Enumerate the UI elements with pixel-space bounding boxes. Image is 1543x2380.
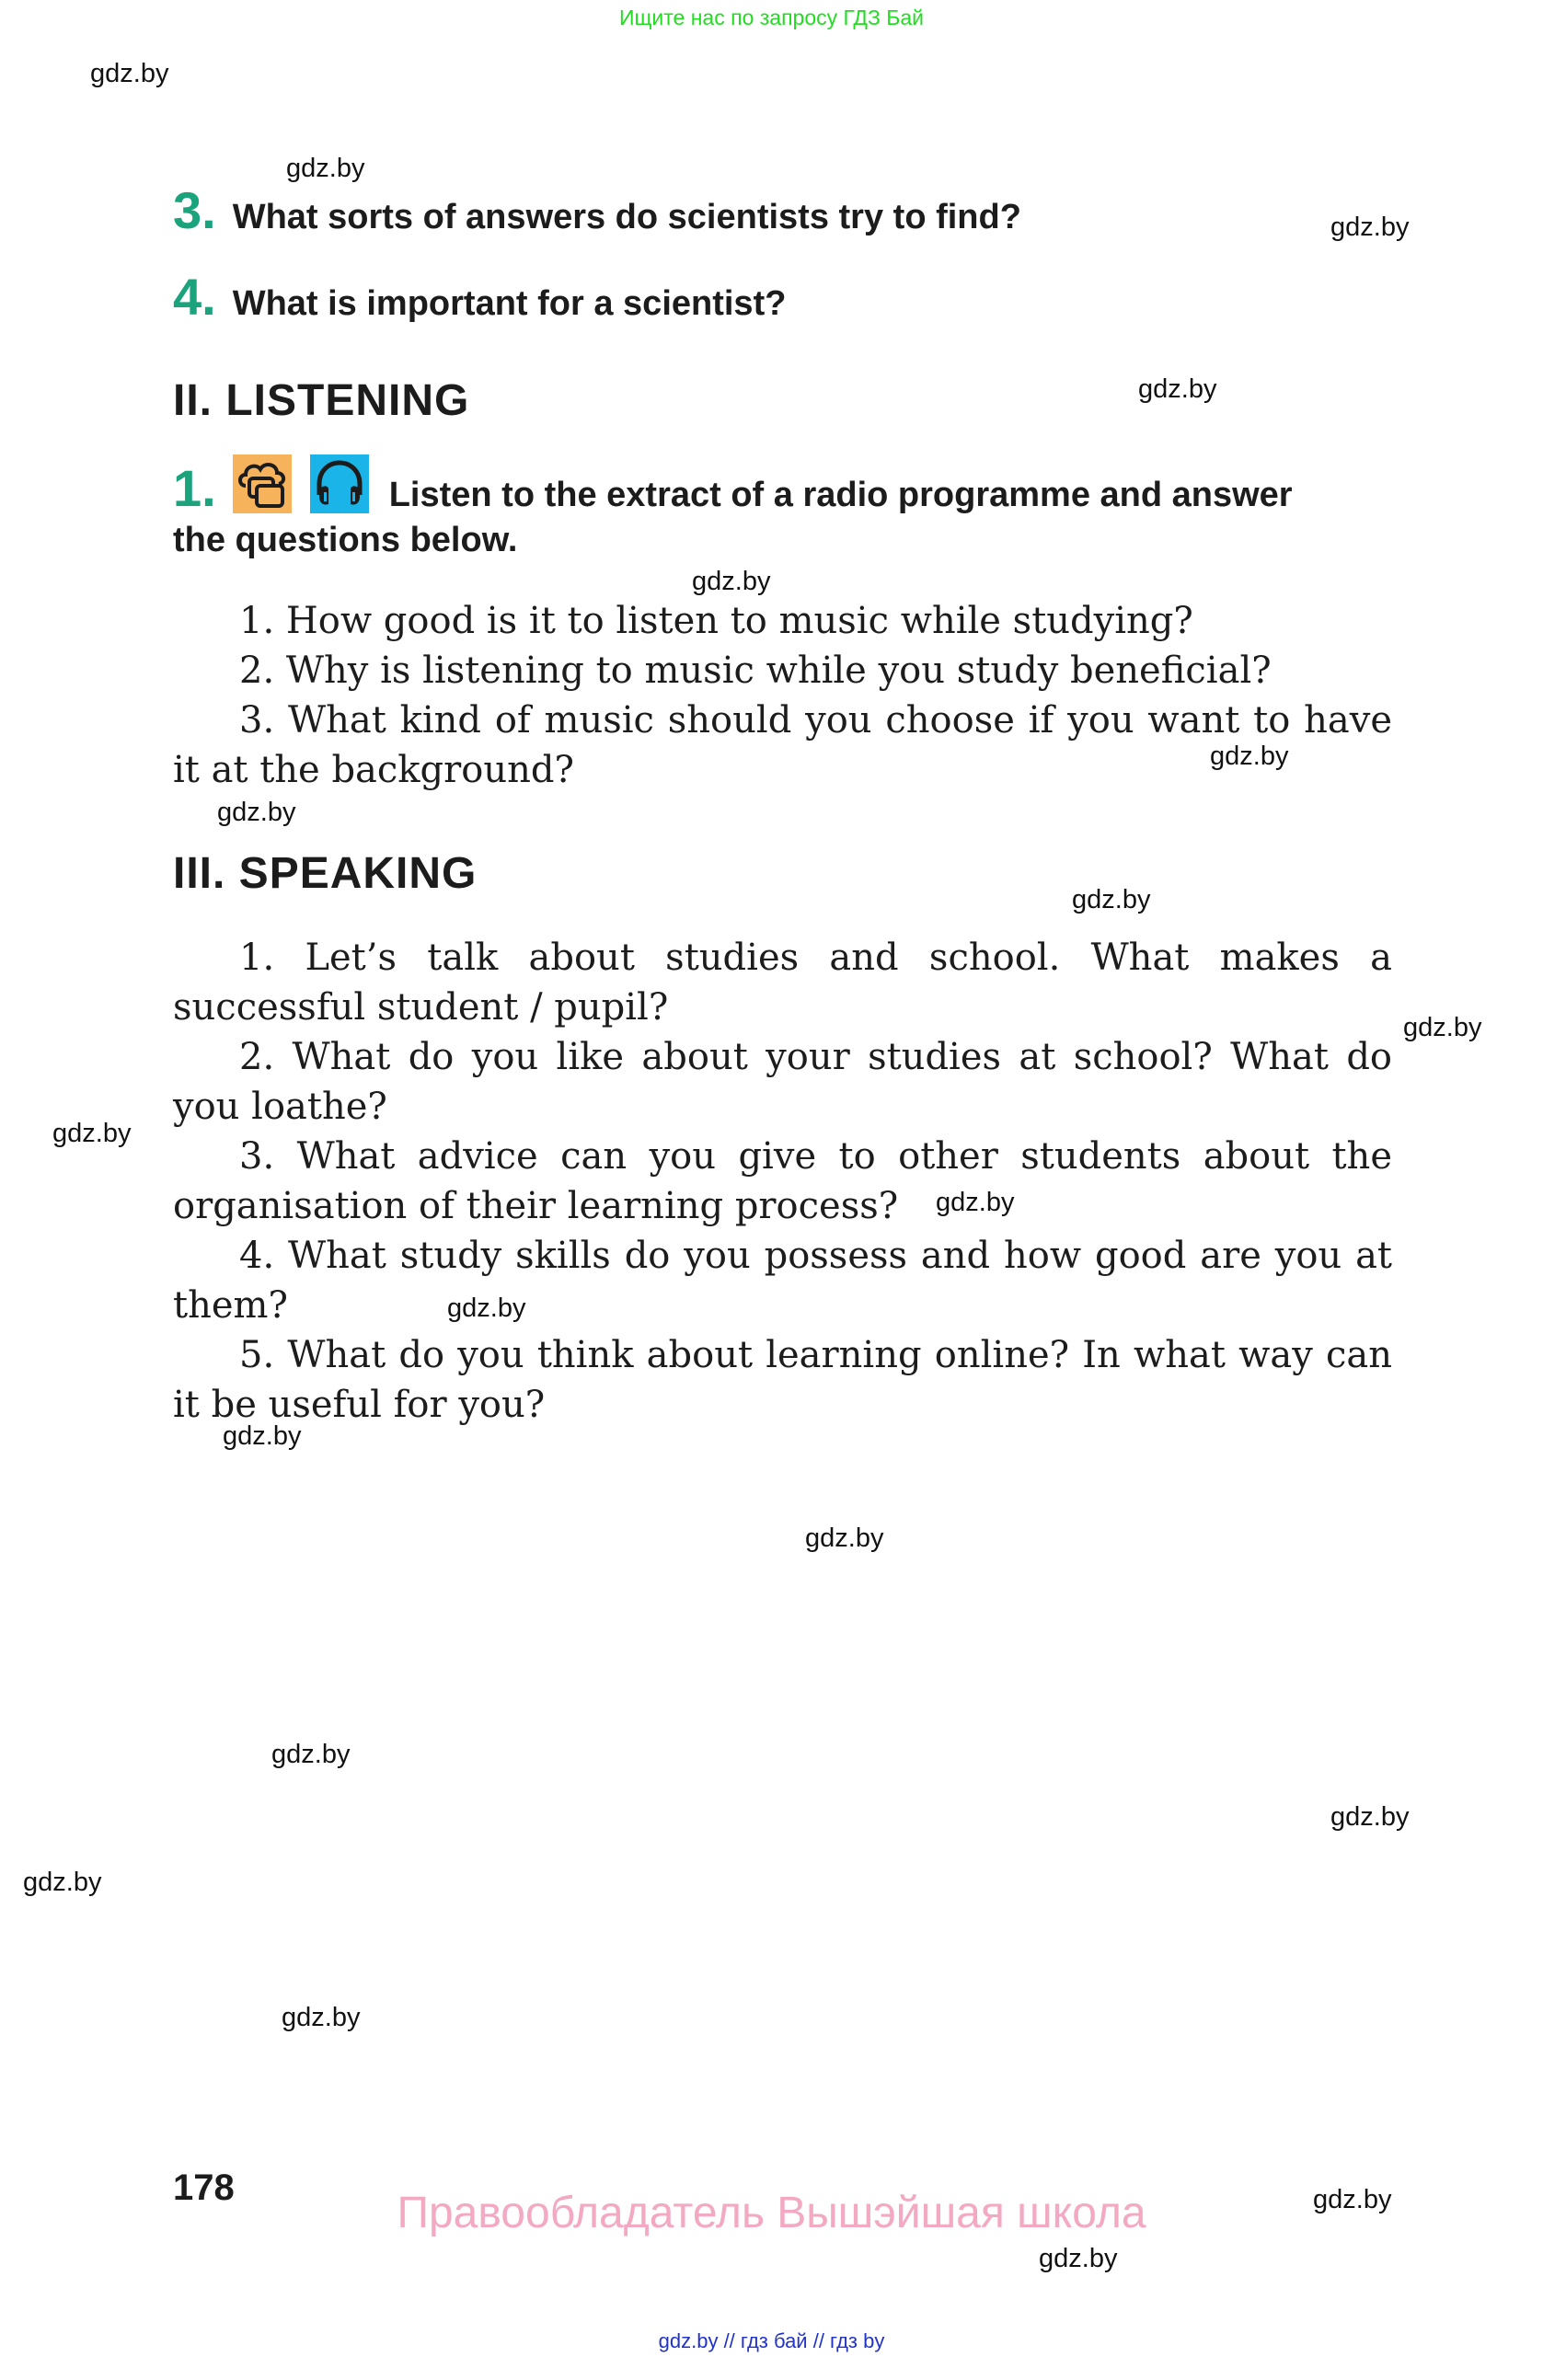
- watermark: gdz.by: [23, 1868, 102, 1897]
- list-item: 1. How good is it to listen to music while studying?: [239, 600, 1193, 642]
- speaking-questions: [173, 933, 1392, 1430]
- watermark: gdz.by: [217, 798, 296, 827]
- watermark: gdz.by: [692, 567, 771, 596]
- question-3: [173, 180, 1021, 240]
- watermark: gdz.by: [1330, 1802, 1410, 1832]
- task-instruction: Listen to the extract of a radio programme and answer: [388, 476, 1293, 514]
- section-title-listening: II. LISTENING: [173, 376, 470, 425]
- question-number: 3.: [173, 181, 216, 239]
- list-item: 2. Why is listening to music while you study beneficial?: [239, 650, 1272, 692]
- group-work-icon: [233, 454, 292, 513]
- listening-task: [173, 454, 1293, 518]
- task-instruction-continued: the questions below.: [173, 521, 518, 559]
- watermark: gdz.by: [1072, 885, 1151, 914]
- watermark: gdz.by: [1039, 2244, 1118, 2273]
- task-number: 1.: [173, 459, 216, 517]
- watermark: gdz.by: [1330, 213, 1410, 242]
- watermark: gdz.by: [447, 1293, 526, 1323]
- watermark: gdz.by: [1138, 374, 1217, 404]
- footer-links[interactable]: gdz.by // гдз бай // гдз by: [658, 2329, 885, 2352]
- watermark: gdz.by: [805, 1523, 884, 1553]
- list-item: 2. What do you like about your studies at school? What do you loathe?: [173, 1036, 1392, 1128]
- list-item: 4. What study skills do you possess and how good are you at them?: [173, 1235, 1392, 1327]
- watermark: gdz.by: [1403, 1013, 1482, 1042]
- section-title-speaking: III. SPEAKING: [173, 849, 478, 898]
- watermark: gdz.by: [52, 1119, 132, 1148]
- list-item: 3. What kind of music should you choose if you want to have it at the background?: [173, 699, 1392, 791]
- watermark: gdz.by: [1313, 2185, 1392, 2214]
- watermark: gdz.by: [936, 1188, 1015, 1217]
- list-item: 3. What advice can you give to other students about the organisation of their learning process?: [173, 1135, 1392, 1227]
- question-4: [173, 267, 786, 327]
- headphones-icon: [310, 454, 369, 513]
- question-number: 4.: [173, 268, 216, 326]
- search-banner[interactable]: Ищите нас по запросу ГДЗ Бай: [618, 6, 925, 29]
- watermark: gdz.by: [282, 2003, 361, 2032]
- list-item: 5. What do you think about learning online? In what way can it be useful for you?: [173, 1334, 1392, 1426]
- watermark: gdz.by: [90, 59, 169, 88]
- watermark: gdz.by: [223, 1421, 302, 1451]
- question-text: What sorts of answers do scientists try to find?: [232, 198, 1021, 236]
- list-item: 1. Let’s talk about studies and school. What makes a successful student / pupil?: [173, 937, 1392, 1029]
- watermark: gdz.by: [286, 154, 365, 183]
- watermark: gdz.by: [1210, 742, 1289, 771]
- rights-holder: Правообладатель Вышэйшая школа: [397, 2189, 1146, 2237]
- watermark: gdz.by: [271, 1740, 351, 1769]
- page-number: 178: [173, 2167, 235, 2208]
- question-text: What is important for a scientist?: [232, 284, 787, 323]
